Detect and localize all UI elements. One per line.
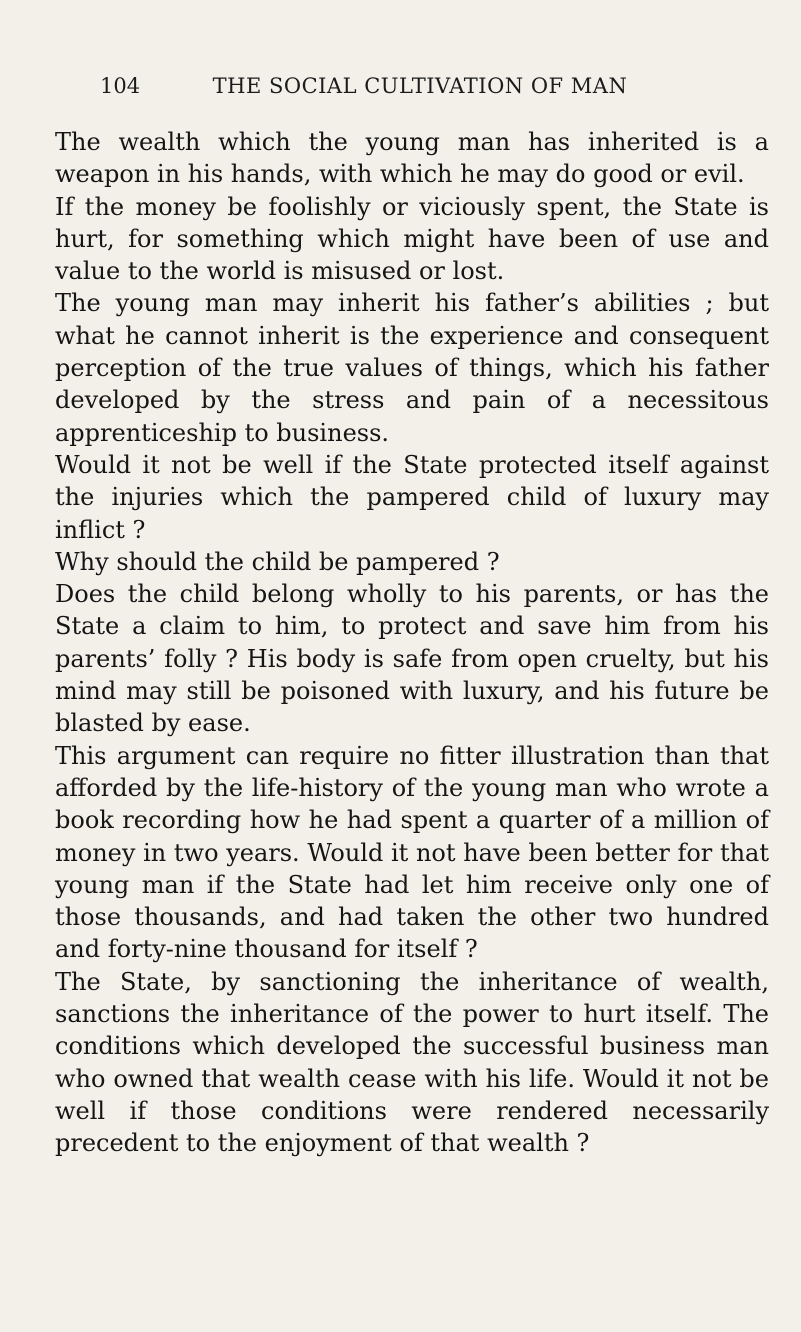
paragraph: If the money be foolishly or viciously spent, the State is hurt, for something which might have been of use and value to the world is misused or lost. — [55, 192, 769, 286]
paragraph: This argument can require no fitter illustration than that afforded by the life-history of the young man who wrote a book recording how he had spent a quarter of a million of money in two years. Would it not have been better for that young man if the State had let him receive only one of those thousands, and had taken the other two hundred and forty-nine thousand for itself ? — [55, 741, 769, 964]
paragraph: Would it not be well if the State protected itself against the injuries which the pampered child of luxury may inflict ? — [55, 450, 769, 544]
paragraph: The wealth which the young man has inherited is a weapon in his hands, with which he may do good or evil. — [55, 128, 769, 189]
page-header — [100, 74, 740, 104]
body-text — [55, 126, 769, 1160]
paragraph: Does the child belong wholly to his parents, or has the State a claim to him, to protect and save him from his parents’ folly ? His body is safe from open cruelty, but his mind may still be poisoned with luxury, and his future be blasted by ease. — [55, 580, 769, 738]
paragraph: The State, by sanctioning the inheritance of wealth, sanctions the inheritance of the power to hurt itself. The conditions which developed the successful business man who owned that wealth cease with his life. Would it not be well if those conditions were rendered necessarily precedent to the enjoyment of that wealth ? — [55, 967, 769, 1158]
paragraph: The young man may inherit his father’s abilities ; but what he cannot inherit is the experience and consequent perception of the true values of things, which his father developed by the stress and pain of a necessitous apprenticeship to business. — [55, 289, 769, 447]
page-number: 104 — [100, 74, 141, 98]
running-title: THE SOCIAL CULTIVATION OF MAN — [212, 74, 628, 98]
paragraph: Why should the child be pampered ? — [55, 547, 500, 576]
